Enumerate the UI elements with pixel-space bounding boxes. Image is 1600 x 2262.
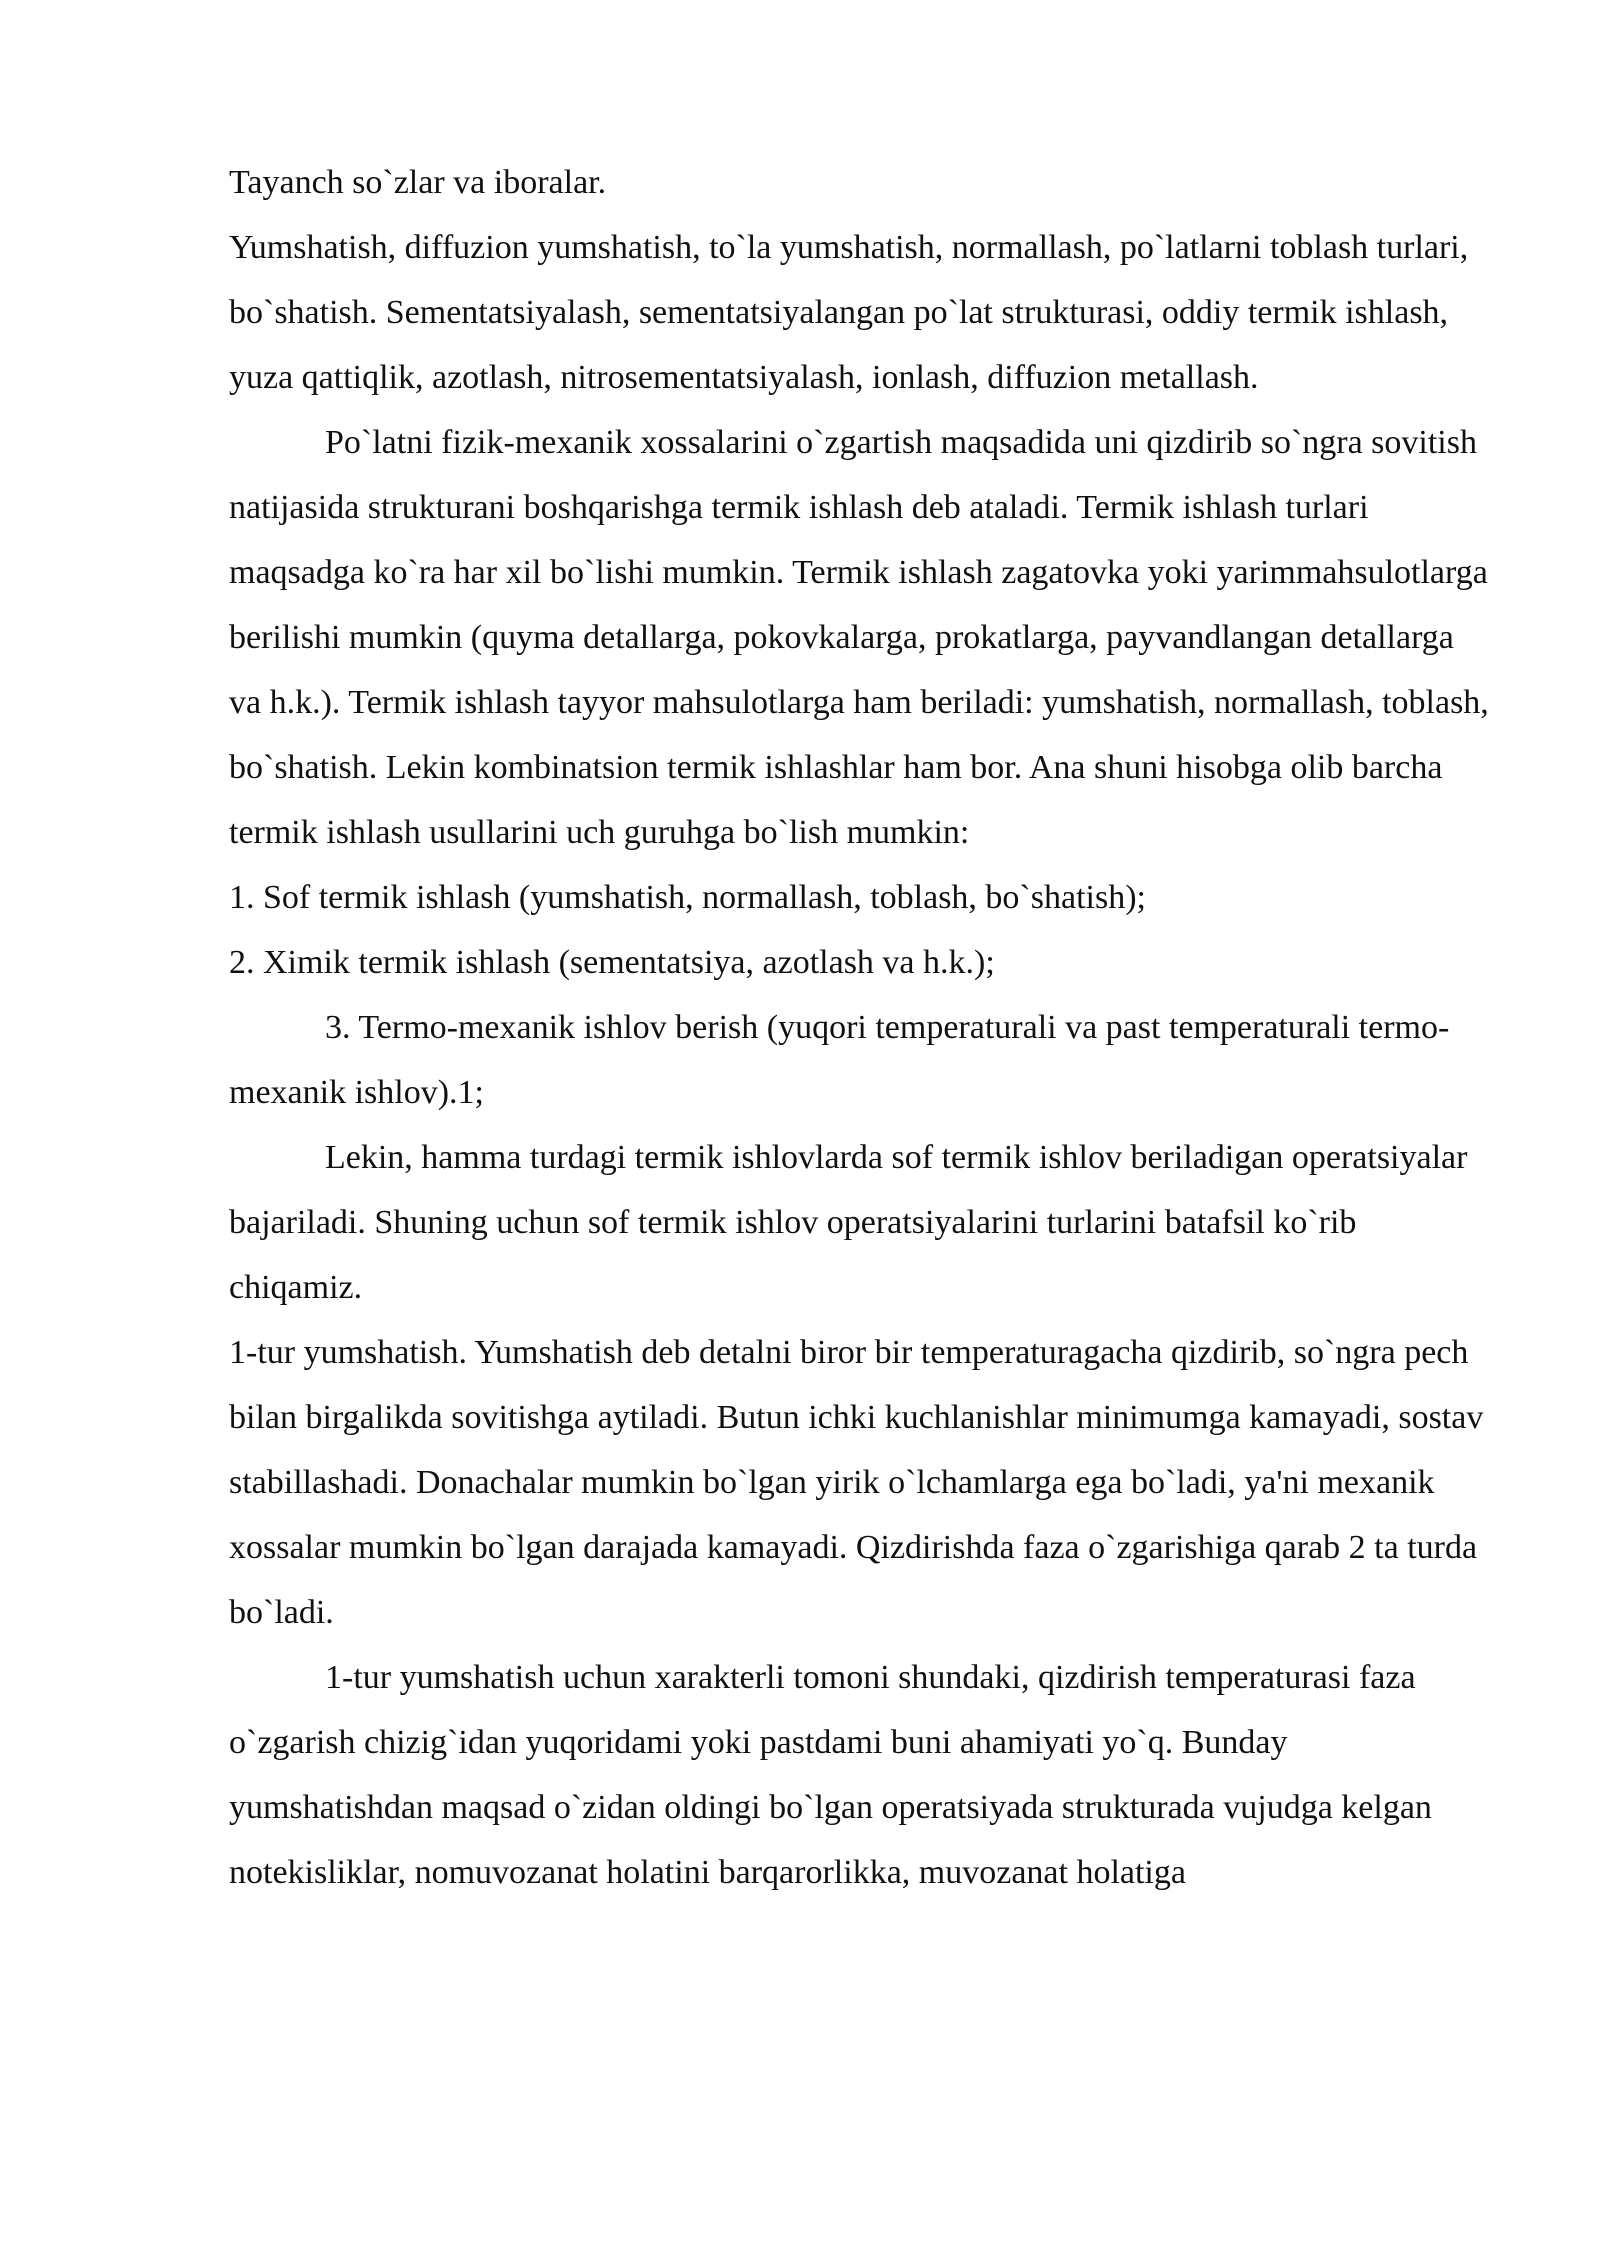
intro-paragraph: Po`latni fizik-mexanik xossalarini o`zgartish maqsadida uni qizdirib so`ngra sovitish natijasida strukturani boshqarishga termik ishlash deb ataladi. Termik ishlash turlari maqsadga ko`ra har xil bo`lishi mumkin. Termik ishlash zagatovka yoki yarimmahsulotlarga berilishi mumkin (quyma detallarga, pokovkalarga, prokatlarga, payvandlangan detallarga va h.k.). Termik ishlash tayyor mahsulotlarga ham beriladi: yumshatish, normallash, toblash, bo`shatish. Lekin kombinatsion termik ishlashlar ham bor. Ana shuni hisobga olib barcha termik ishlash usullarini uch guruhga bo`lish mumkin: xyxy=(229,424,1489,851)
paragraph-line-b: bajariladi. Shuning uchun sof termik ishlov operatsiyalarini turlarini batafsil ko`rib chiqamiz. xyxy=(229,1204,1357,1306)
final-paragraph: 1-tur yumshatish uchun xarakterli tomoni shundaki, qizdirish temperaturasi faza o`zgarish chizig`idan yuqoridami yoki pastdami buni ahamiyati yo`q. Bunday yumshatishdan maqsad o`zidan oldingi bo`lgan operatsiyada strukturada vujudga kelgan notekisliklar, nomuvozanat holatini barqarorlikka, muvozanat holatiga xyxy=(229,1659,1432,1891)
section-paragraph: 1-tur yumshatish. Yumshatish deb detalni biror bir temperaturagacha qizdirib, so`ngra pech bilan birgalikda sovitishga aytiladi. Butun ichki kuchlanishlar minimumga kamayadi, sostav stabillashadi. Donachalar mumkin bo`lgan yirik o`lchamlarga ega bo`ladi, ya'ni mexanik xossalar mumkin bo`lgan darajada kamayadi. Qizdirishda faza o`zgarishiga qarab 2 ta turda bo`ladi. xyxy=(229,1334,1484,1631)
document-body xyxy=(229,150,1489,1905)
list-item: 2. Ximik termik ishlash (sementatsiya, azotlash va h.k.); xyxy=(229,944,995,981)
list-item: 3. Termo-mexanik ishlov berish (yuqori temperaturali va past temperaturali termo-mexanik ishlov).1; xyxy=(229,1009,1450,1111)
keywords-heading: Tayanch so`zlar va iboralar. xyxy=(229,164,607,201)
keywords-paragraph: Yumshatish, diffuzion yumshatish, to`la yumshatish, normallash, po`latlarni toblash turlari, bo`shatish. Sementatsiyalash, sementatsiyalangan po`lat strukturasi, oddiy termik ishlash, yuza qattiqlik, azotlash, nitrosementatsiyalash, ionlash, diffuzion metallash. xyxy=(229,229,1469,396)
list-item: 1. Sof termik ishlash (yumshatish, normallash, toblash, bo`shatish); xyxy=(229,879,1146,916)
paragraph-line-a: Lekin, hamma turdagi termik ishlovlarda sof termik ishlov beriladigan operatsiyalar xyxy=(325,1139,1468,1176)
